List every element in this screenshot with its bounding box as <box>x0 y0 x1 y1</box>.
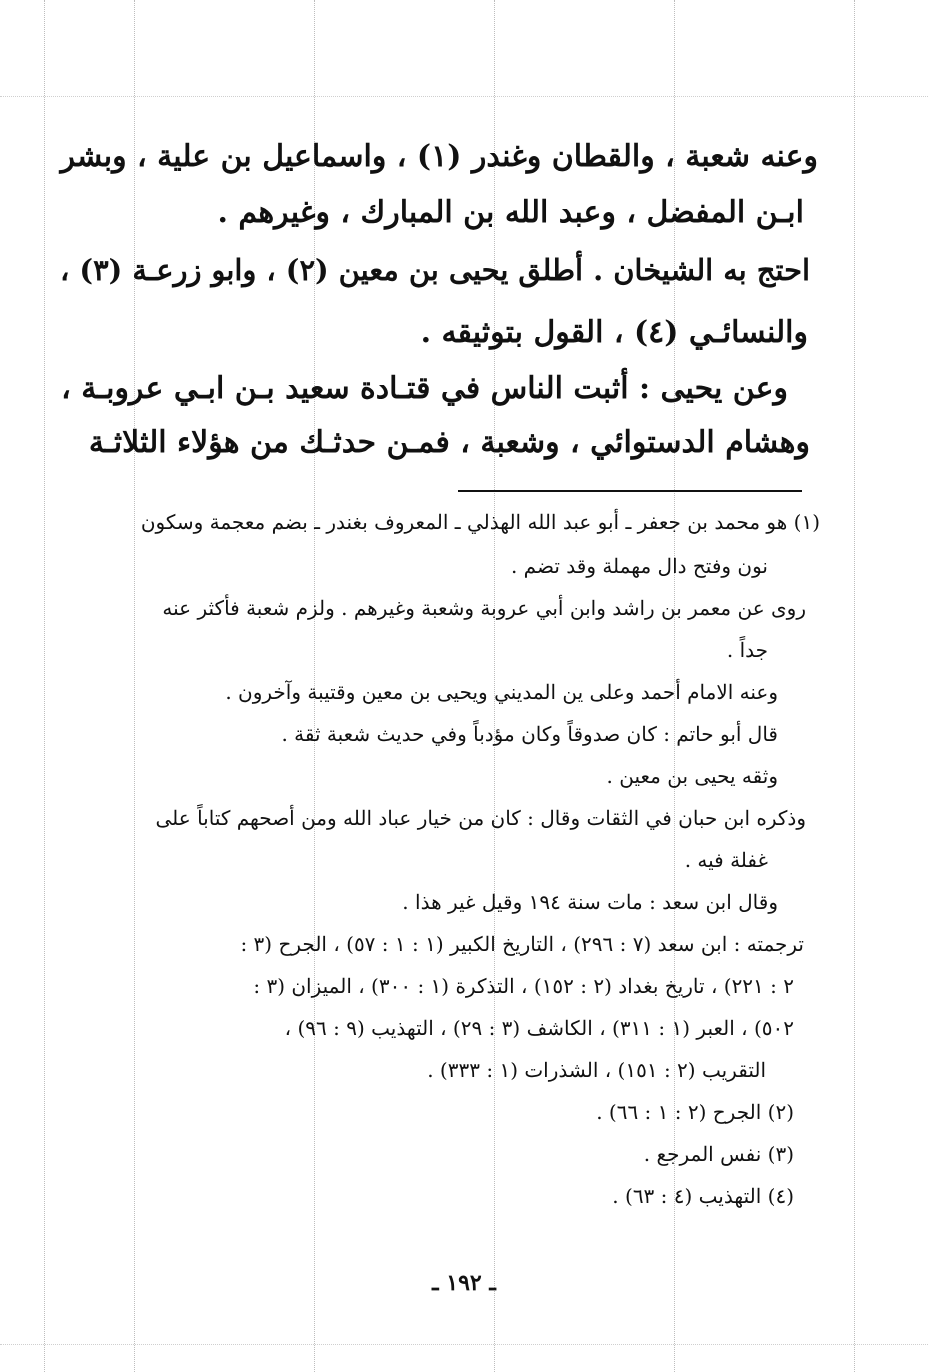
page-number: ـ ١٩٢ ـ <box>432 1270 496 1296</box>
main-text-line: ابـن المفضل ، وعبد الله بن المبارك ، وغيرهم . <box>217 195 804 230</box>
footnote-line: (٤) التهذيب (٤ : ٦٣) . <box>612 1184 794 1208</box>
footnote-line: التقريب (٢ : ١٥١) ، الشذرات (١ : ٣٣٣) . <box>427 1058 766 1082</box>
footnote-line: جداً . <box>726 638 768 662</box>
scan-grid-line <box>44 0 45 1372</box>
footnote-line: غفلة فيه . <box>684 848 768 872</box>
footnote-line: (٢) الجرح (٢ : ١ : ٦٦) . <box>596 1100 794 1124</box>
footnote-line: (١) هو محمد بن جعفر ـ أبو عبد الله الهذلي ـ المعروف بغندر ـ بضم معجمة وسكون <box>140 510 820 534</box>
footnote-line: ٢ : ٢٢١) ، تاريخ بغداد (٢ : ١٥٢) ، التذكرة (١ : ٣٠٠) ، الميزان (٣ : <box>253 974 794 998</box>
scan-grid-line <box>0 96 928 97</box>
scan-grid-line <box>134 0 135 1372</box>
main-text-line: وعن يحيى : أثبت الناس في قتـادة سعيد بـن ابـي عروبـة ، <box>61 371 788 406</box>
footnote-line: (٣) نفس المرجع . <box>643 1142 794 1166</box>
footnote-line: وقال ابن سعد : مات سنة ١٩٤ وقيل غير هذا . <box>402 890 778 914</box>
footnote-separator <box>458 490 802 492</box>
footnote-line: ٥٠٢) ، العبر (١ : ٣١١) ، الكاشف (٣ : ٢٩) ، التهذيب (٩ : ٩٦) ، <box>284 1016 794 1040</box>
footnote-line: وثقه يحيى بن معين . <box>606 764 778 788</box>
footnote-line: نون وفتح دال مهملة وقد تضم . <box>510 554 768 578</box>
main-text-line: والنسائـي (٤) ، القول بتوثيقه . <box>420 315 808 350</box>
footnote-line: وعنه الامام أحمد وعلى ين المديني ويحيى بن معين وقتيبة وآخرون . <box>225 680 778 704</box>
footnote-line: روى عن معمر بن راشد وابن أبي عروبة وشعبة وغيرهم . ولزم شعبة فأكثر عنه <box>162 596 806 620</box>
main-text-line: احتج به الشيخان . أطلق يحيى بن معين (٢) ، وابو زرعـة (٣) ، <box>60 253 810 287</box>
scan-grid-line <box>0 1344 928 1345</box>
main-text-line: وعنه شعبة ، والقطان وغندر (١) ، واسماعيل بن علية ، وبشر <box>60 139 818 174</box>
footnote-line: وذكره ابن حبان في الثقات وقال : كان من خيار عباد الله ومن أصحهم كتاباً على <box>155 806 806 830</box>
footnote-line: قال أبو حاتم : كان صدوقاً وكان مؤدباً وفي حديث شعبة ثقة . <box>281 722 778 746</box>
main-text-line: وهشام الدستوائي ، وشعبة ، فمـن حدثـك من هؤلاء الثلاثـة <box>88 425 810 460</box>
footnote-line: ترجمته : ابن سعد (٧ : ٢٩٦) ، التاريخ الكبير (١ : ١ : ٥٧) ، الجرح (٣ : <box>240 932 804 956</box>
scan-grid-line <box>854 0 855 1372</box>
